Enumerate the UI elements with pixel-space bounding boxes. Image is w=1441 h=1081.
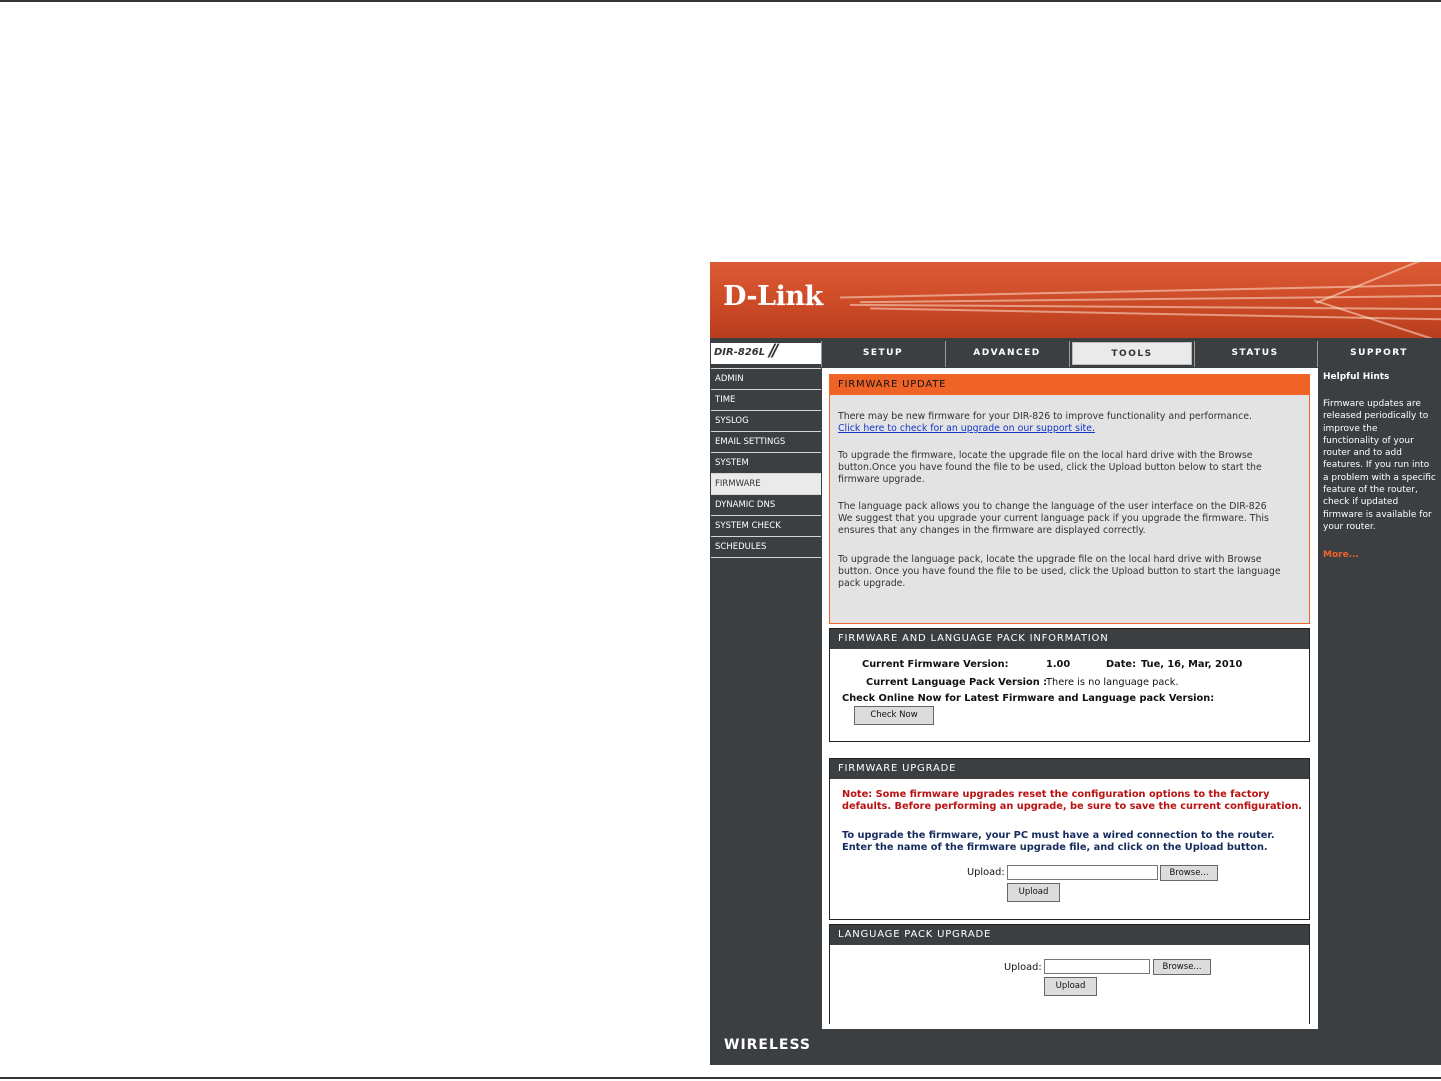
firmware-date-value: Tue, 16, Mar, 2010 (1141, 659, 1243, 670)
upgrade-instructions-line: Enter the name of the firmware upgrade file, and click on the Upload button. (842, 842, 1268, 853)
firmware-version-label: Current Firmware Version: (862, 659, 1009, 670)
check-online-label: Check Online Now for Latest Firmware and Language pack Version: (842, 693, 1215, 704)
tab-advanced[interactable]: ADVANCED (973, 348, 1041, 358)
language-upload-label: Upload: (1004, 962, 1042, 973)
router-admin-window (710, 262, 1441, 1065)
main-content (822, 368, 1318, 1029)
language-pack-instructions-line: button. Once you have found the file to be used, click the Upload button to start the language (838, 566, 1281, 577)
model-name: DIR-826L (714, 347, 766, 358)
firmware-instructions-line: firmware upgrade. (838, 474, 925, 485)
top-navigation (710, 341, 1441, 367)
language-upload-button[interactable]: Upload (1044, 977, 1097, 996)
model-badge (711, 343, 821, 364)
tab-divider (945, 341, 946, 367)
model-slash-icon: // (769, 341, 776, 361)
language-pack-instructions-line: pack upgrade. (838, 578, 906, 589)
language-pack-upgrade-title: LANGUAGE PACK UPGRADE (830, 925, 1309, 945)
firmware-update-title: FIRMWARE UPDATE (830, 375, 1309, 395)
firmware-upgrade-section (829, 758, 1310, 920)
firmware-update-section (829, 374, 1310, 624)
language-pack-version-value: There is no language pack. (1046, 677, 1179, 688)
firmware-browse-button[interactable]: Browse... (1160, 865, 1218, 881)
bottom-rule (0, 1077, 1441, 1079)
language-pack-version-label: Current Language Pack Version : (866, 677, 1048, 688)
language-pack-description-line: We suggest that you upgrade your current language pack if you upgrade the firmware. This (838, 513, 1269, 524)
firmware-date-label: Date: (1106, 659, 1136, 670)
sidebar-item-time[interactable]: TIME (711, 389, 821, 410)
support-site-link[interactable]: Click here to check for an upgrade on our support site. (838, 423, 1095, 434)
firmware-file-input[interactable] (1007, 865, 1158, 880)
tab-divider (1069, 341, 1070, 367)
sidebar-item-admin[interactable]: ADMIN (711, 368, 821, 389)
tab-status[interactable]: STATUS (1231, 348, 1279, 358)
firmware-upload-button[interactable]: Upload (1007, 883, 1060, 902)
tab-divider (821, 341, 822, 367)
sidebar-menu (711, 368, 821, 558)
dlink-logo: D-Link (723, 281, 823, 312)
sidebar-item-schedules[interactable]: SCHEDULES (711, 536, 821, 558)
sidebar-item-system[interactable]: SYSTEM (711, 452, 821, 473)
firmware-update-intro: There may be new firmware for your DIR-826 to improve functionality and performance. (838, 411, 1252, 422)
language-browse-button[interactable]: Browse... (1153, 959, 1211, 975)
firmware-info-title: FIRMWARE AND LANGUAGE PACK INFORMATION (830, 629, 1309, 649)
tab-setup[interactable]: SETUP (862, 348, 904, 358)
helpful-hints-text: Firmware updates are released periodically to improve the functionality of your router and to add features. If you run into a problem with a specific feature of the router, check if updated firmware is available for your router. (1323, 399, 1436, 532)
top-rule (0, 0, 1441, 2)
language-pack-instructions-line: To upgrade the language pack, locate the upgrade file on the local hard drive with Browse (838, 554, 1262, 565)
upgrade-warning-line: defaults. Before performing an upgrade, be sure to save the current configuration. (842, 801, 1303, 812)
header-banner (710, 262, 1441, 338)
tab-tools[interactable]: TOOLS (1072, 342, 1192, 365)
check-now-button[interactable]: Check Now (854, 706, 934, 725)
firmware-instructions-line: button.Once you have found the file to be used, click the Upload button below to start the (838, 462, 1262, 473)
sidebar-item-system-check[interactable]: SYSTEM CHECK (711, 515, 821, 536)
sidebar-item-firmware[interactable]: FIRMWARE (711, 473, 821, 494)
tab-support[interactable]: SUPPORT (1350, 348, 1408, 358)
helpful-hints-panel (1322, 370, 1436, 560)
firmware-instructions-line: To upgrade the firmware, locate the upgrade file on the local hard drive with the Browse (838, 450, 1253, 461)
firmware-info-section (829, 628, 1310, 742)
firmware-upload-label: Upload: (967, 867, 1005, 878)
sidebar-item-dynamic-dns[interactable]: DYNAMIC DNS (711, 494, 821, 515)
hints-more-link[interactable]: More... (1323, 550, 1359, 561)
language-pack-description-line: ensures that any changes in the firmware are displayed correctly. (838, 525, 1146, 536)
firmware-upgrade-title: FIRMWARE UPGRADE (830, 759, 1309, 779)
upgrade-warning-line: Note: Some firmware upgrades reset the configuration options to the factory (842, 789, 1270, 800)
firmware-version-value: 1.00 (1046, 659, 1071, 670)
tab-divider (1317, 341, 1318, 367)
helpful-hints-title: Helpful Hints (1323, 372, 1390, 382)
wireless-footer-logo: WIRELESS (724, 1037, 812, 1053)
language-pack-description-line: The language pack allows you to change the language of the user interface on the DIR-826 (838, 501, 1267, 512)
sidebar-item-syslog[interactable]: SYSLOG (711, 410, 821, 431)
sidebar-item-email-settings[interactable]: EMAIL SETTINGS (711, 431, 821, 452)
upgrade-instructions-line: To upgrade the firmware, your PC must have a wired connection to the router. (842, 830, 1275, 841)
language-pack-upgrade-section (829, 924, 1310, 1024)
language-file-input[interactable] (1044, 959, 1150, 974)
